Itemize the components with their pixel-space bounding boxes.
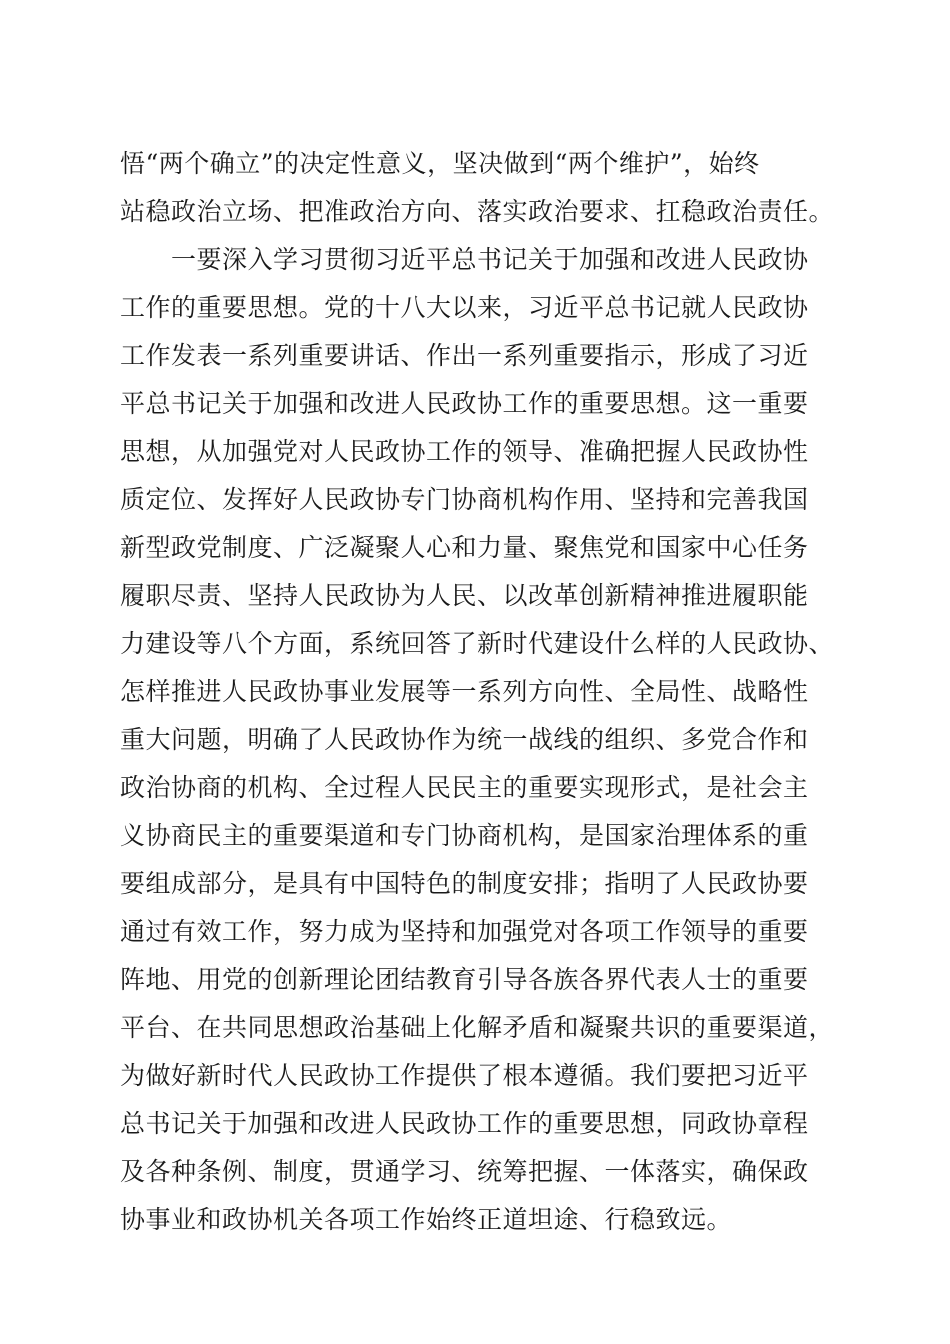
- text-line: 一要深入学习贯彻习近平总书记关于加强和改进人民政协: [120, 245, 809, 274]
- text-line: 重大问题，明确了人民政协作为统一战线的组织、多党合作和: [120, 725, 809, 754]
- text-line: 思想，从加强党对人民政协工作的领导、准确把握人民政协性: [120, 437, 809, 466]
- text-line: 履职尽责、坚持人民政协为人民、以改革创新精神推进履职能: [120, 581, 809, 610]
- text-line: 力建设等八个方面，系统回答了新时代建设什么样的人民政协、: [120, 629, 835, 658]
- text-line: 总书记关于加强和改进人民政协工作的重要思想，同政协章程: [120, 1109, 809, 1138]
- text-line: 平台、在共同思想政治基础上化解矛盾和凝聚共识的重要渠道，: [120, 1013, 835, 1042]
- text-line: 工作的重要思想。党的十八大以来，习近平总书记就人民政协: [120, 293, 809, 322]
- text-line: 怎样推进人民政协事业发展等一系列方向性、全局性、战略性: [120, 677, 809, 706]
- document-body: [120, 140, 840, 1244]
- text-line: 为做好新时代人民政协工作提供了根本遵循。我们要把习近平: [120, 1061, 809, 1090]
- text-line: 义协商民主的重要渠道和专门协商机构，是国家治理体系的重: [120, 821, 809, 850]
- text-line: 阵地、用党的创新理论团结教育引导各族各界代表人士的重要: [120, 965, 809, 994]
- text-line: 政治协商的机构、全过程人民民主的重要实现形式，是社会主: [120, 773, 809, 802]
- text-line: 平总书记关于加强和改进人民政协工作的重要思想。这一重要: [120, 389, 809, 418]
- text-line: 悟“两个确立”的决定性意义，坚决做到“两个维护”，始终: [120, 149, 760, 178]
- text-line: 质定位、发挥好人民政协专门协商机构作用、坚持和完善我国: [120, 485, 809, 514]
- text-line: 站稳政治立场、把准政治方向、落实政治要求、扛稳政治责任。: [120, 197, 835, 226]
- text-line: 要组成部分，是具有中国特色的制度安排；指明了人民政协要: [120, 869, 809, 898]
- text-line: 工作发表一系列重要讲话、作出一系列重要指示，形成了习近: [120, 341, 809, 370]
- text-line: 通过有效工作，努力成为坚持和加强党对各项工作领导的重要: [120, 917, 809, 946]
- text-line: 协事业和政协机关各项工作始终正道坦途、行稳致远。: [120, 1205, 733, 1234]
- text-line: 及各种条例、制度，贯通学习、统筹把握、一体落实，确保政: [120, 1157, 809, 1186]
- text-line: 新型政党制度、广泛凝聚人心和力量、聚焦党和国家中心任务: [120, 533, 809, 562]
